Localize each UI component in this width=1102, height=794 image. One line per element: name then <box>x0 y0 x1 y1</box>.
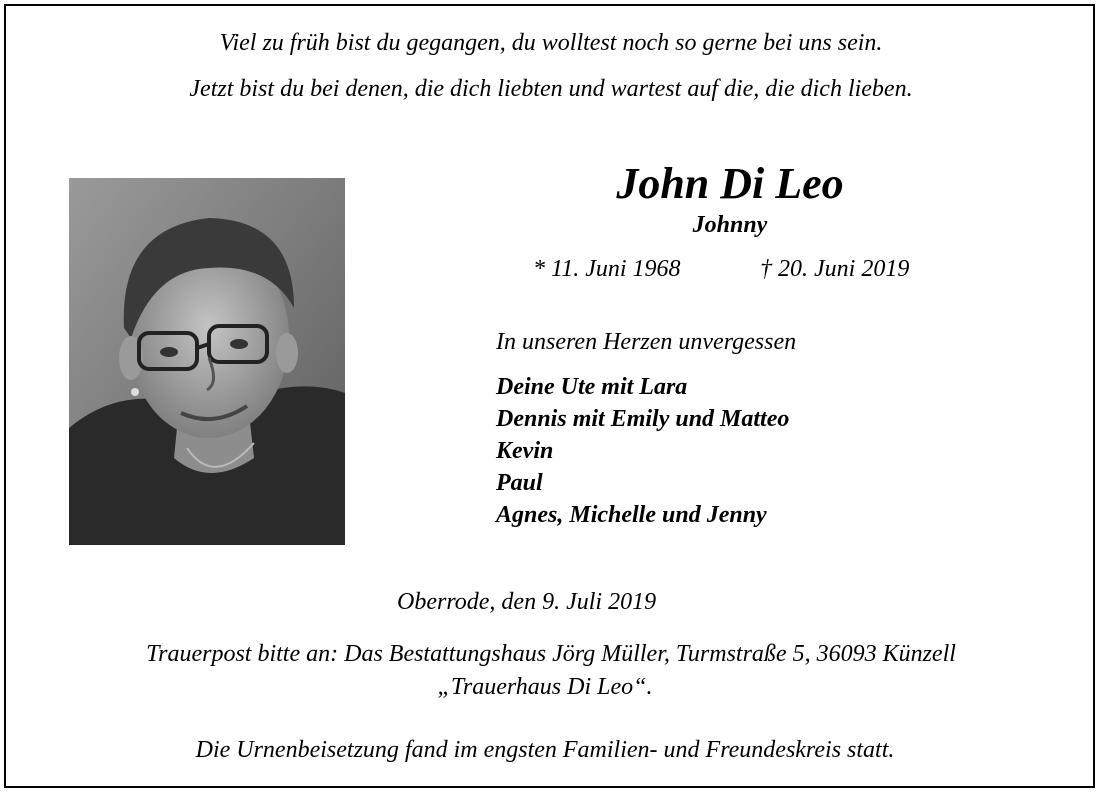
mourner-name: Kevin <box>496 438 554 464</box>
mourner-name: Dennis mit Emily und Matteo <box>496 406 790 432</box>
birth-date: * 11. Juni 1968 <box>533 256 681 282</box>
mourner-name: Paul <box>496 470 543 496</box>
mourner-name: Deine Ute mit Lara <box>496 374 688 400</box>
portrait-photo <box>69 178 345 545</box>
closing-note: Die Urnenbeisetzung fand im engsten Familien- und Freundeskreis statt. <box>195 737 895 763</box>
death-date: † 20. Juni 2019 <box>760 256 910 282</box>
mail-recipient: „Trauerhaus Di Leo“. <box>437 674 653 700</box>
verse-line-2: Jetzt bist du bei denen, die dich liebten und wartest auf die, die dich lieben. <box>189 76 913 102</box>
mail-address: Trauerpost bitte an: Das Bestattungshaus Jörg Müller, Turmstraße 5, 36093 Künzell <box>146 641 956 667</box>
verse-line-1: Viel zu früh bist du gegangen, du wolltest noch so gerne bei uns sein. <box>219 30 883 56</box>
mourners-intro: In unseren Herzen unvergessen <box>496 329 797 355</box>
mourner-name: Agnes, Michelle und Jenny <box>496 502 767 528</box>
deceased-name: John Di Leo <box>616 159 844 208</box>
place-date: Oberrode, den 9. Juli 2019 <box>397 589 657 615</box>
deceased-nickname: Johnny <box>692 212 768 238</box>
